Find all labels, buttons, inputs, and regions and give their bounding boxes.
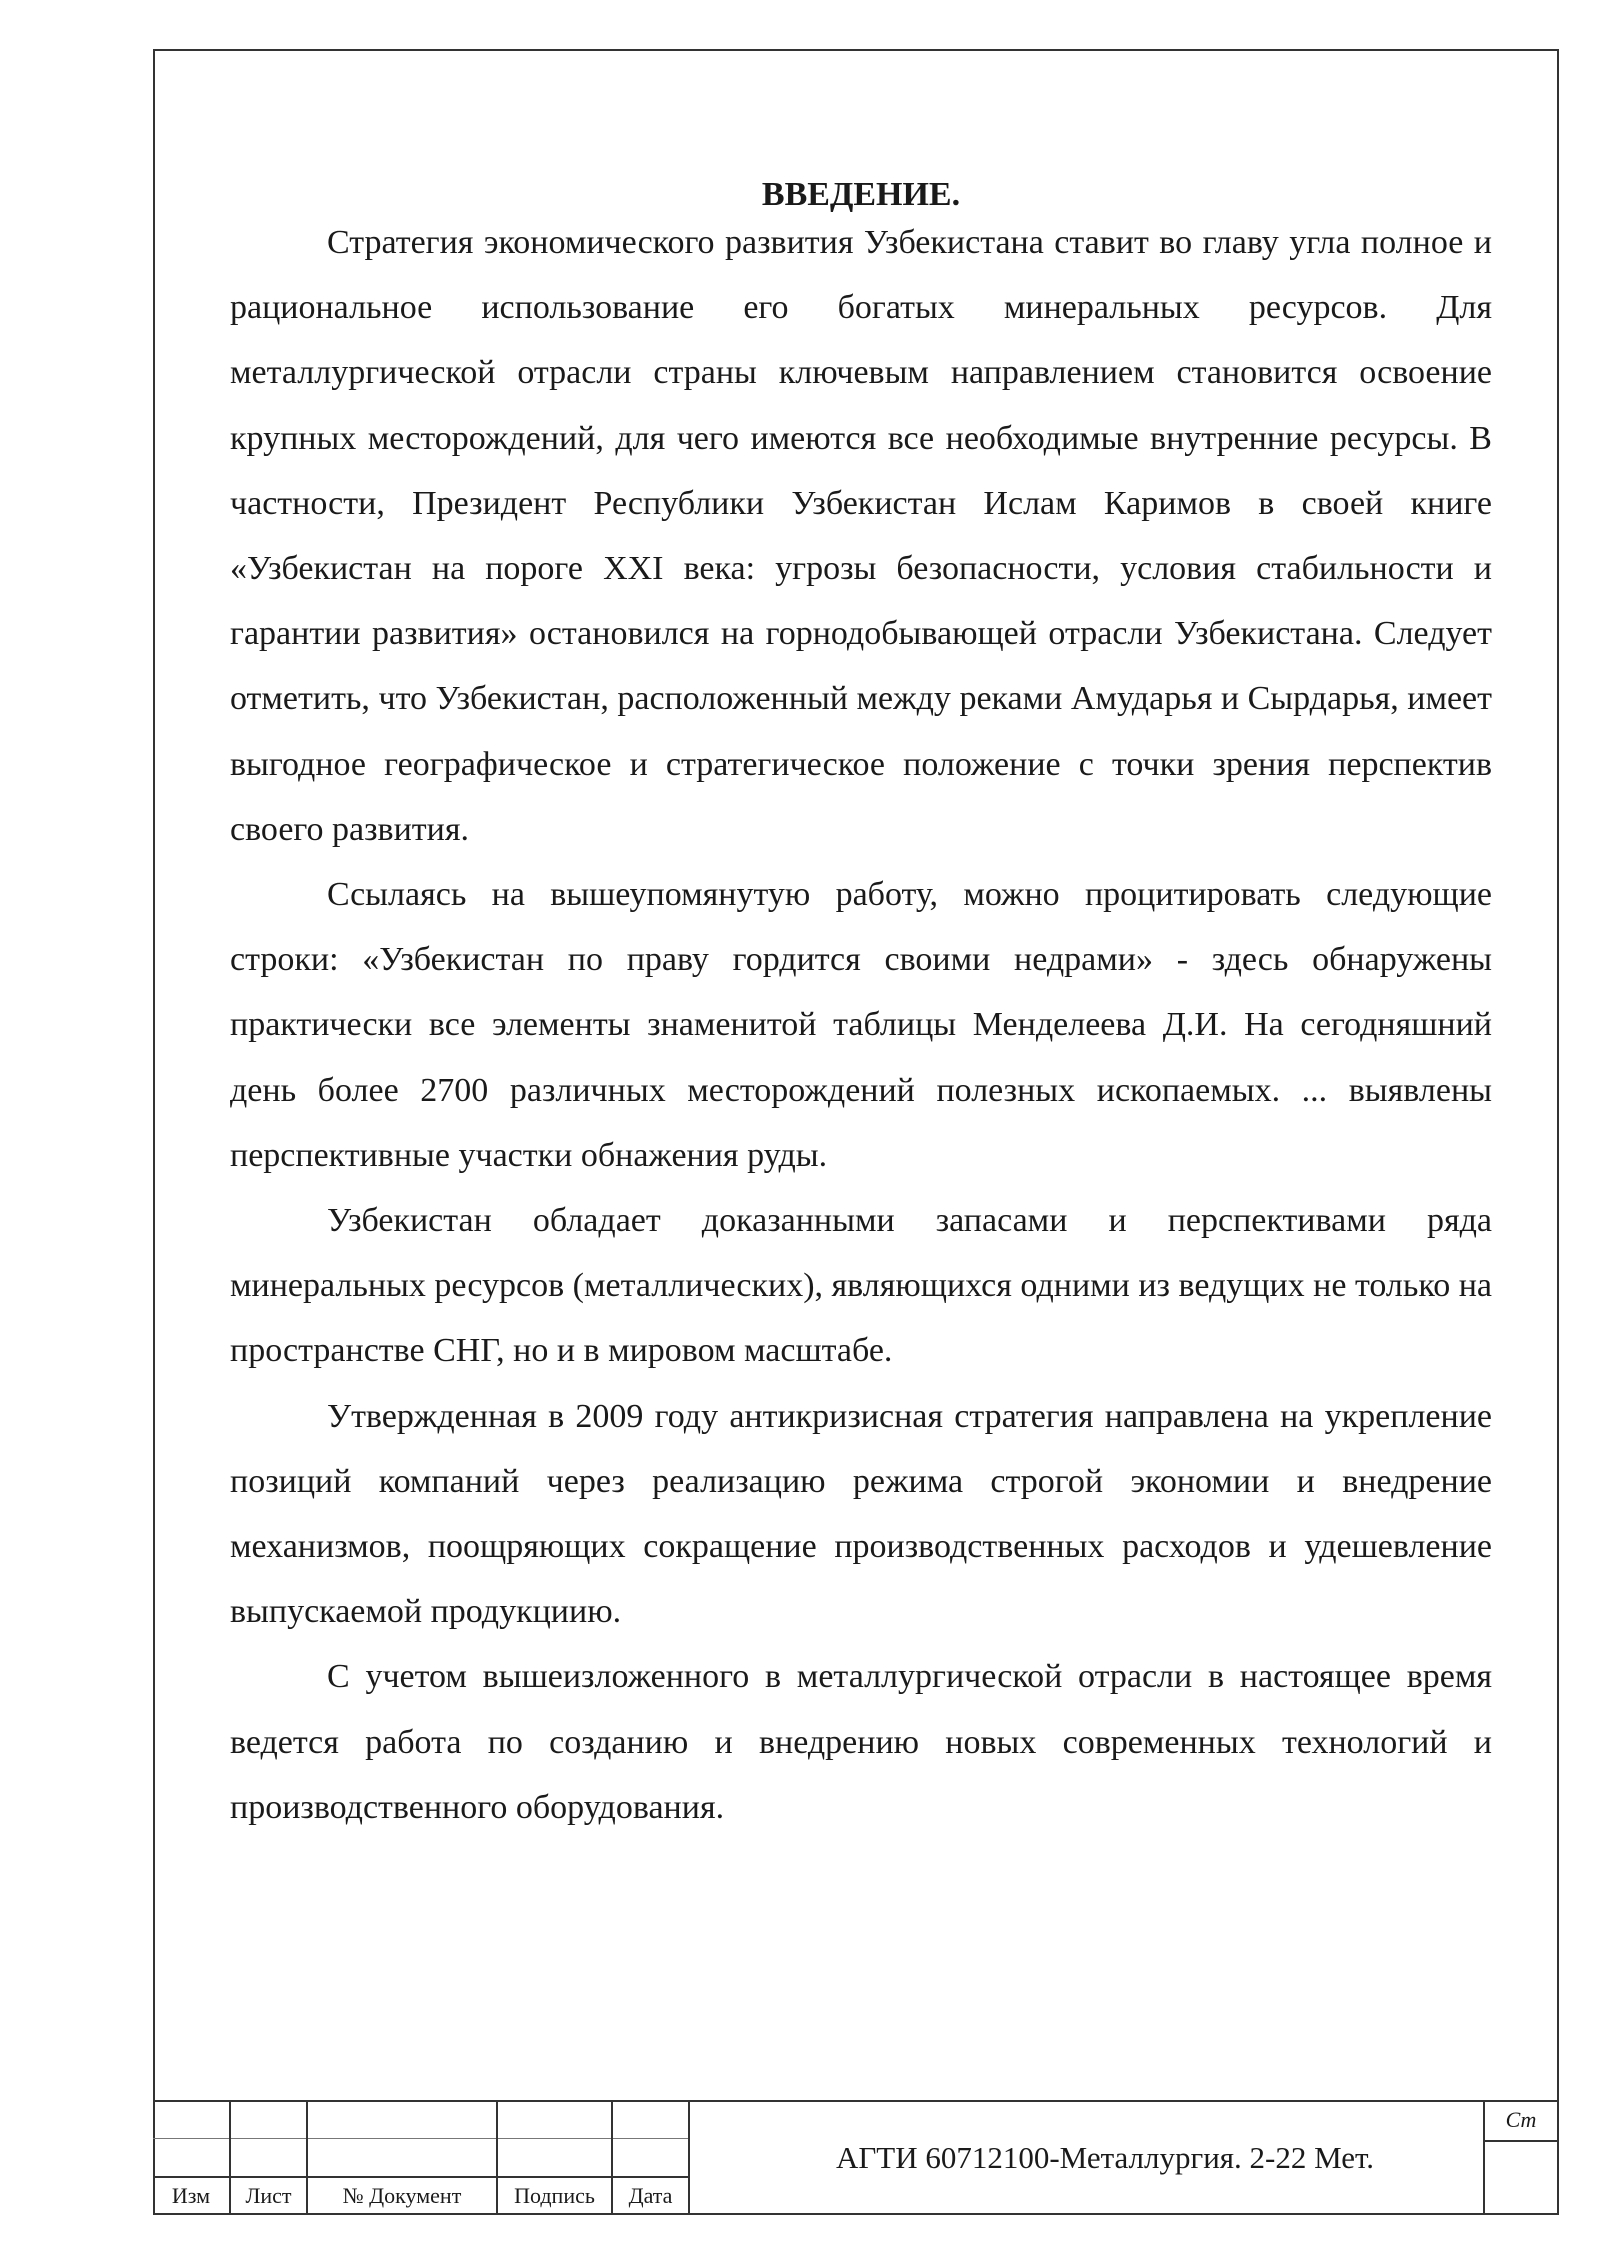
paragraph-1: Стратегия экономического развития Узбекистана ставит во главу угла полное и рациональное использование его богатых минеральных ресурсов. Для металлургической отрасли страны ключевым направлением становится освоение крупных месторождений, для чего имеются все необходимые внутренние ресурсы. В частности, Президент Республики Узбекистан Ислам Каримов в своей книге «Узбекистан на пороге XXI века: угрозы безопасности, условия стабильности и гарантии развития» остановился на горнодобывающей отрасли Узбекистана. Следует отметить, что Узбекистан, расположенный между реками Амударья и Сырдарья, имеет выгодное географическое и стратегическое положение с точки зрения перспектив своего развития. [230, 224, 1492, 848]
stamp-col-izm: Изм [171, 2183, 211, 2208]
document-title: ВВЕДЕНИЕ. [761, 176, 961, 213]
document-body [230, 168, 1492, 1840]
stamp-col-sign: Подпись [514, 2183, 595, 2208]
stamp-col-date: Дата [628, 2183, 673, 2208]
sheet-label: Ст [1505, 2107, 1537, 2132]
paragraph-5: С учетом вышеизложенного в металлургической отрасли в настоящее время ведется работа по созданию и внедрению новых современных технологий и производственного оборудования. [230, 1658, 1492, 1826]
stamp-col-doc: № Документ [342, 2183, 462, 2208]
document-code: АГТИ 60712100-Металлургия. 2-22 Мет. [835, 2140, 1375, 2175]
title-block [153, 2100, 1559, 2215]
title-block-row-rule-1 [153, 2138, 688, 2139]
stamp-col-list: Лист [245, 2183, 292, 2208]
paragraph-3: Узбекистан обладает доказанными запасами и перспективами ряда минеральных ресурсов (металлических), являющихся одними из ведущих не только на пространстве СНГ, но и в мировом масштабе. [230, 1202, 1492, 1370]
paragraph-4: Утвержденная в 2009 году антикризисная стратегия направлена на укрепление позиций компаний через реализацию режима строгой экономии и внедрение механизмов, поощряющих сокращение производственных расходов и удешевление выпускаемой продукциию. [230, 1397, 1492, 1631]
paragraph-2: Ссылаясь на вышеупомянутую работу, можно процитировать следующие строки: «Узбекистан по праву гордится своими недрами» - здесь обнаружены практически все элементы знаменитой таблицы Менделеева Д.И. На сегодняшний день более 2700 различных месторождений полезных ископаемых. ... выявлены перспективные участки обнажения руды. [230, 876, 1492, 1174]
